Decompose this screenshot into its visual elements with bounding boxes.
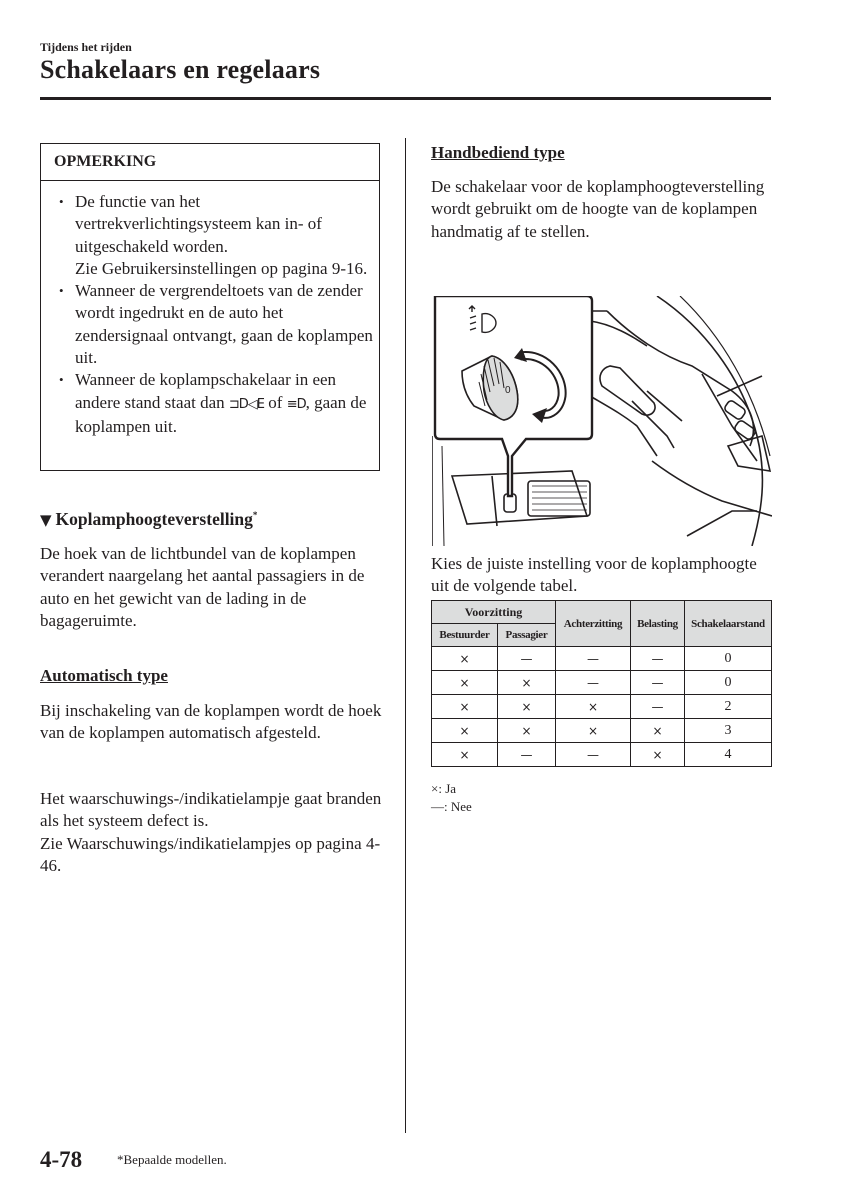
leveling-settings-table — [431, 600, 772, 767]
asterisk-mark: * — [252, 510, 258, 521]
table-group-header: Voorzitting — [432, 601, 556, 624]
manual-type-heading: Handbediend type — [431, 143, 565, 162]
table-cell: 0 — [685, 671, 772, 695]
low-beam-headlight-icon: ≡D — [286, 396, 306, 412]
table-cell: — — [498, 743, 556, 767]
note-item-text: gaan de koplampen uit. — [75, 392, 367, 436]
table-cell: × — [498, 671, 556, 695]
table-cell: — — [556, 671, 631, 695]
section-intro: De hoek van de lichtbundel van de koplampen verandert naargelang het aantal passagiers in de auto en het gewicht van de lading in de bagageruimte. — [40, 544, 365, 631]
parking-lights-icon: ⊐D◁E — [228, 396, 265, 412]
table-cell: × — [556, 695, 631, 719]
table-cell: × — [432, 671, 498, 695]
section-heading — [40, 509, 257, 530]
footnote: *Bepaalde modellen. — [117, 1152, 227, 1167]
table-row — [432, 743, 772, 767]
table-cell: — — [631, 671, 685, 695]
table-cell: 0 — [685, 647, 772, 671]
note-item-text: Wanneer de koplampschakelaar in een andere stand staat dan — [75, 370, 337, 412]
column-divider — [405, 138, 406, 1133]
warning-text-ref: Zie Waarschuwings/indikatielampjes op pagina 4-46. — [40, 833, 381, 876]
table-row — [432, 695, 772, 719]
table-cell: × — [631, 743, 685, 767]
table-row — [432, 719, 772, 743]
table-cell: × — [498, 719, 556, 743]
table-header: Achterzitting — [556, 601, 631, 647]
table-legend — [431, 780, 472, 816]
breadcrumb: Tijdens het rijden — [40, 40, 132, 54]
note-heading: OPMERKING — [41, 144, 379, 181]
table-cell: — — [498, 647, 556, 671]
note-item — [41, 191, 379, 280]
table-cell: — — [631, 695, 685, 719]
table-cell: 3 — [685, 719, 772, 743]
note-item — [41, 369, 379, 438]
manual-type-text: De schakelaar voor de koplamphoogteverstelling wordt gebruikt om de hoogte van de koplampen handmatig af te stellen. — [431, 177, 765, 241]
table-cell: — — [556, 743, 631, 767]
table-header: Belasting — [631, 601, 685, 647]
warning-text — [40, 788, 390, 878]
table-cell: × — [556, 719, 631, 743]
table-cell: × — [498, 695, 556, 719]
note-item-ref: Zie Gebruikersinstellingen op pagina 9-16. — [75, 258, 368, 278]
note-item-text: De functie van het vertrekverlichtingsysteem kan in- of uitgeschakeld worden. — [75, 192, 322, 256]
note-list — [41, 181, 379, 438]
table-row — [432, 671, 772, 695]
table-header: Schakelaarstand — [685, 601, 772, 647]
note-item-text: , — [305, 392, 310, 412]
automatic-type-text: Bij inschakeling van de koplampen wordt de hoek van de koplampen automatisch afgesteld. — [40, 701, 382, 743]
lever-stalk — [600, 366, 655, 415]
dial-label: 0 — [505, 385, 511, 396]
table-cell: × — [432, 647, 498, 671]
table-cell: — — [556, 647, 631, 671]
legend-yes: ×: Ja — [431, 781, 457, 796]
table-cell: × — [631, 719, 685, 743]
section-heading-text: Koplamphoogteverstelling — [55, 509, 253, 529]
table-header: Passagier — [498, 624, 556, 647]
table-intro: Kies de juiste instelling voor de koplamphoogte uit de volgende tabel. — [431, 554, 757, 596]
note-box — [40, 143, 380, 471]
headlight-leveling-illustration — [432, 296, 772, 546]
table-cell: — — [631, 647, 685, 671]
triangle-marker-icon: ▼ — [40, 511, 52, 529]
automatic-type-heading: Automatisch type — [40, 666, 168, 685]
note-item-text: of — [268, 392, 283, 412]
table-header: Bestuurder — [432, 624, 498, 647]
table-row — [432, 647, 772, 671]
warning-text-main: Het waarschuwings-/indikatielampje gaat branden als het systeem defect is. — [40, 789, 382, 831]
note-item: • Wanneer de vergrendeltoets van de zender wordt ingedrukt en de auto het zendersignaal ontvangt, gaan de koplampen uit. — [41, 280, 379, 369]
table-cell: × — [432, 743, 498, 767]
page-title: Schakelaars en regelaars — [40, 55, 321, 84]
legend-no: —: Nee — [431, 799, 472, 814]
dashboard-drawing — [432, 296, 772, 546]
table-cell: × — [432, 695, 498, 719]
table-cell: × — [432, 719, 498, 743]
page-number: 4-78 — [40, 1147, 83, 1172]
title-divider — [40, 97, 771, 100]
table-cell: 4 — [685, 743, 772, 767]
table-cell: 2 — [685, 695, 772, 719]
